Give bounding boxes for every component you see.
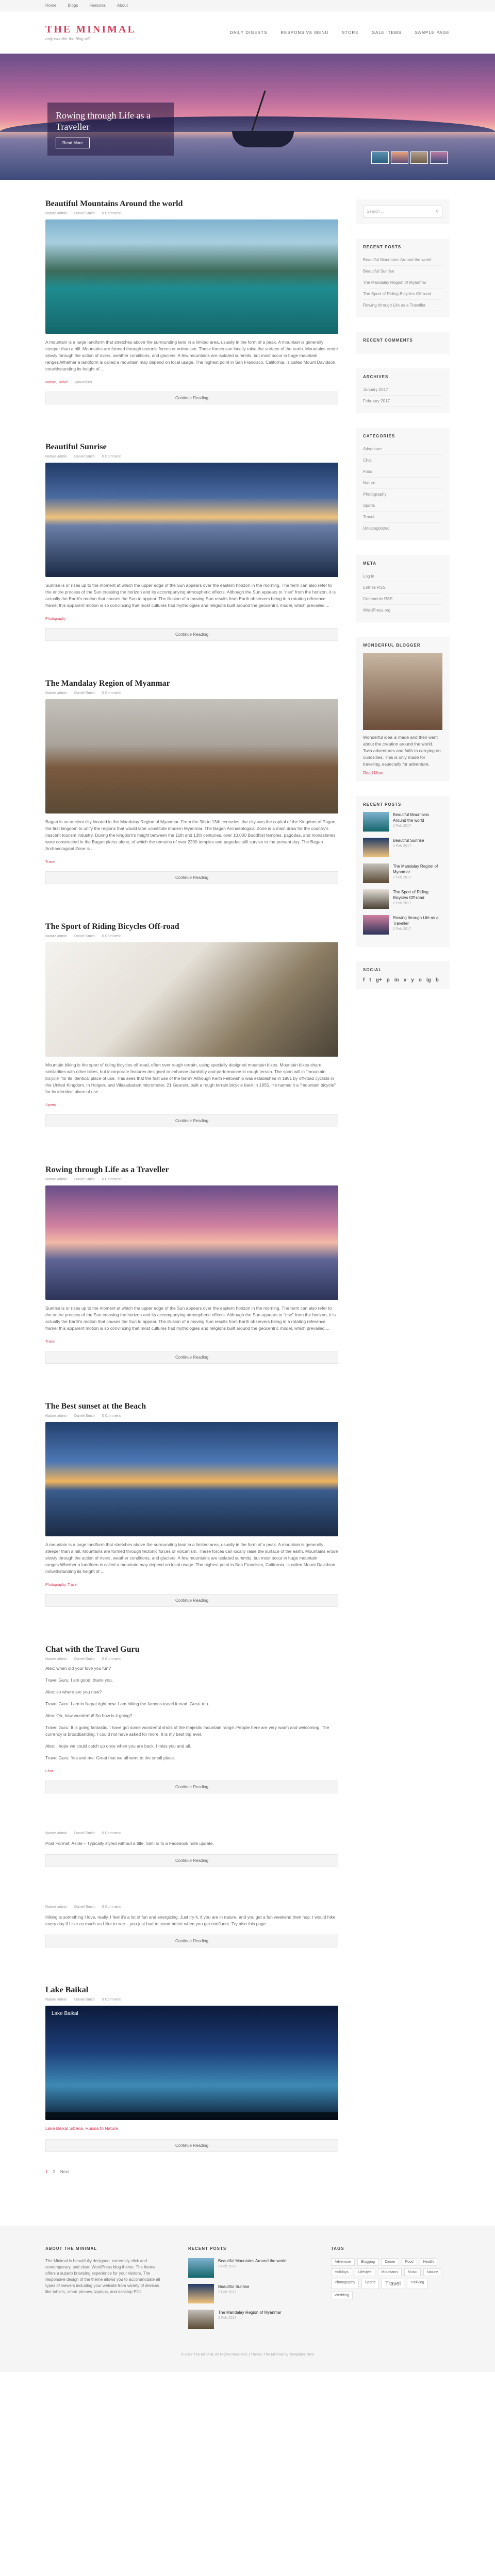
chat-line: Alex: Oh, how wonderful! So how is it going? [45, 1713, 133, 1718]
tag-link[interactable]: Mountains [378, 2268, 402, 2276]
widget-title: RECENT POSTS [363, 245, 402, 249]
nav-item[interactable]: RESPONSIVE MENU [280, 30, 329, 35]
widget-title: SOCIAL [363, 968, 382, 972]
chat-line: Travel Guru: Yes and me. Great that we all went to the small place. [45, 1755, 175, 1760]
recent-post-link[interactable]: Beautiful Mountains Around the world [363, 255, 442, 266]
category-link[interactable]: Adventure [363, 444, 442, 455]
chat-line: Travel Guru: It is going fantastic. I have got some wonderful shots of the majestic mountain range. People here are very warm and welcoming. The currency is broadbanding. I could not have asked for more. It is my best trip ever. [45, 1725, 329, 1737]
continue-reading-button[interactable]: Continue Reading [45, 628, 338, 641]
post-categories[interactable]: Photography [45, 617, 66, 621]
post [45, 922, 338, 1127]
meta-link[interactable]: Comments RSS [363, 594, 442, 605]
chat-post [45, 1645, 338, 1793]
chat-line: Travel Guru: I am good. thank you. [45, 1677, 113, 1683]
author-read-more-link[interactable]: Read More [363, 771, 384, 775]
topbar-link[interactable]: Features [89, 3, 106, 8]
author-bio: Wonderful idea is made and then want about the creation around the world. Twin adventures and faith to carrying on curiosities. This is only made for traveling, especially for adventure. [363, 735, 441, 767]
post-meta: Nature admin Daniel Smith 0 Comment [45, 935, 121, 938]
post-title[interactable]: Beautiful Mountains Around the world [45, 199, 183, 208]
social-icons [363, 977, 442, 983]
site-tagline: only wonder the blog will [45, 37, 91, 41]
recent-post-thumb[interactable] [363, 812, 389, 832]
sidebar [356, 199, 450, 2195]
vimeo-icon[interactable]: v [403, 977, 407, 983]
post-image-beach-sunset[interactable] [45, 1422, 338, 1536]
tag-link[interactable]: Health [420, 2258, 437, 2266]
post-title[interactable]: Rowing through Life as a Traveller [45, 1165, 169, 1174]
page-link[interactable]: 1 [45, 2170, 48, 2174]
recent-posts-widget [356, 239, 450, 317]
tag-link[interactable]: Travel [382, 2279, 404, 2289]
post [45, 1165, 338, 1364]
category-link[interactable]: Sports [363, 500, 442, 512]
instagram-icon[interactable]: ig [426, 977, 431, 983]
footer-recent-post[interactable]: The Mandalay Region of Myanmar 2 Feb 2017 [188, 2310, 307, 2329]
widget-title: ARCHIVES [363, 375, 389, 379]
slider-thumb[interactable] [430, 151, 448, 164]
post-footer [45, 1770, 338, 1773]
post-meta: Nature admin Daniel Smith 0 Comment [45, 1832, 121, 1835]
category-link[interactable]: Chat [363, 455, 442, 466]
video-title: Lake Baikal [52, 2011, 78, 2016]
post-image-mountain-lake[interactable] [45, 219, 338, 334]
nav-item[interactable]: DAILY DIGESTS [229, 30, 268, 35]
category-link[interactable]: Travel [363, 512, 442, 523]
widget-title: RECENT POSTS [363, 802, 402, 807]
recent-comments-widget [356, 332, 450, 354]
behance-icon[interactable]: b [435, 977, 439, 983]
post-categories[interactable]: Nature, Travel [45, 381, 68, 384]
search-icon[interactable]: ⚲ [436, 209, 439, 214]
recent-post-thumb[interactable] [363, 838, 389, 857]
recent-post-link[interactable]: The Mandalay Region of Myanmar [363, 277, 442, 289]
post-footer [45, 1340, 338, 1344]
chat-line: Alex: so where are you now? [45, 1689, 102, 1694]
continue-reading-button[interactable]: Continue Reading [45, 1935, 338, 1947]
tag-link[interactable]: Food [402, 2258, 417, 2266]
copyright: © 2017 The Minimal. All Rights Reserved. | Theme: The Minimal by Templates Next [180, 2353, 315, 2357]
tag-link[interactable]: Dinner [381, 2258, 399, 2266]
author-photo [363, 653, 442, 730]
nav-item[interactable]: SALE ITEMS [372, 30, 402, 35]
post-meta: Nature admin Daniel Smith 0 Comment [45, 212, 121, 215]
post-meta: Nature admin Daniel Smith 0 Comment [45, 1998, 121, 2002]
post-title[interactable]: The Best sunset at the Beach [45, 1402, 146, 1411]
recent-post-thumb[interactable] [188, 2284, 214, 2303]
hero-thumbnails [371, 151, 448, 164]
post-excerpt: Sunrise is or rises up to the moment at which the upper edge of the Sun appears over the eastern horizon in the morning. The term can also refer to the entire process of the Sun crossing the horizon and its accompanying atmospheric effects. Although the Sun appears to "rise" from the horizon, it is actually the Earth's motion that causes the Sun to appear. The illusion of a moving Sun results from Earth observers being in a rotating reference frame; this apparent motion is so convincing that most cultures had mythologies and religions built around the geocentric model, which prevailed ... [45, 583, 336, 608]
status-post [45, 1832, 338, 1867]
hero-title[interactable]: Rowing through Life as a Traveller [56, 110, 151, 132]
categories-widget [356, 428, 450, 540]
social-widget [356, 961, 450, 989]
continue-reading-button[interactable]: Continue Reading [45, 1781, 338, 1793]
top-bar [0, 0, 495, 11]
next-page-link[interactable]: Next [60, 2170, 69, 2174]
post [45, 679, 338, 884]
recent-post-thumb[interactable] [363, 889, 389, 909]
video-post [45, 1986, 338, 2152]
post-categories[interactable]: Sports [45, 1104, 56, 1107]
footer-tags [331, 2246, 450, 2335]
footer-about-text: The Minimal is beautifully designed, extremely slick and contemporary, and clean WordPress blog theme. The theme offers a superb browsing experience for your visitors. The responsive design of the theme allows you to accommodate all types of viewers including your website from variety of devices like tablets, smart phones, laptops, and desktop PCs. [45, 2259, 160, 2294]
recent-post-link[interactable]: Beautiful Sunrise [363, 266, 442, 277]
tag-link[interactable]: Nature [423, 2268, 441, 2276]
archive-link[interactable]: January 2017 [363, 384, 442, 396]
recent-post-link[interactable]: The Sport of Riding Bicycles Off-road [363, 289, 442, 300]
category-link[interactable]: Uncategorized [363, 523, 442, 534]
tag-cloud [331, 2258, 450, 2299]
video-link[interactable]: Lake Baikal Siberia, Russia to Nature [45, 2126, 118, 2131]
continue-reading-button[interactable]: Continue Reading [45, 1351, 338, 1364]
recent-post-thumb[interactable] [188, 2258, 214, 2278]
footer-title: RECENT POSTS [188, 2246, 227, 2251]
continue-reading-button[interactable]: Continue Reading [45, 871, 338, 884]
pagination [45, 2170, 338, 2174]
footer-title: ABOUT THE MINIMAL [45, 2246, 97, 2251]
widget-title: META [363, 561, 377, 566]
footer-recent-posts [188, 2246, 307, 2335]
recent-post-item[interactable]: The Sport of Riding Bicycles Off-road 2 Feb 2017 [363, 889, 442, 909]
tag-link[interactable]: Lifestyle [355, 2268, 375, 2276]
post-image-mountain-biker[interactable] [45, 942, 338, 1057]
tag-link[interactable]: Wedding [331, 2292, 353, 2299]
post-categories[interactable]: Travel [45, 1340, 56, 1344]
site-header [0, 11, 495, 54]
topbar-link[interactable]: Blogs [68, 3, 78, 8]
twitter-icon[interactable]: t [369, 977, 371, 983]
hero-caption [47, 103, 174, 156]
main-nav [230, 30, 450, 35]
post-categories[interactable]: Chat [45, 1770, 53, 1773]
meta-widget [356, 555, 450, 622]
post-title[interactable]: Beautiful Sunrise [45, 443, 107, 451]
post-meta: Nature admin Daniel Smith 0 Comment [45, 1178, 121, 1181]
post [45, 443, 338, 641]
recent-posts-thumbs-widget [356, 796, 450, 947]
post-excerpt: A mountain is a large landform that stretches above the surrounding land in a limited area, usually in the form of a peak. A mountain is generally steeper than a hill. Mountains are formed through tectonic forces or volcanism. These forces can locally raise the surface of the earth. Mountains erode slowly through the action of rivers, weather conditions, and glaciers. A few mountains are isolated summits, but most occur in huge mountain ranges.Whether a landform is called a mountain may depend on local usage. The highest point in San Francisco, California, is called Mount Davidson, notwithstanding its height of ... [45, 1542, 338, 1574]
nav-item[interactable]: STORE [342, 30, 359, 35]
recent-post-item[interactable]: Rowing through Life as a Traveller 2 Feb 2017 [363, 915, 442, 935]
archives-widget [356, 368, 450, 413]
slider-thumb[interactable] [410, 151, 428, 164]
post-footer [45, 1104, 338, 1107]
continue-reading-button[interactable]: Continue Reading [45, 1854, 338, 1867]
footer-recent-post[interactable]: Beautiful Mountains Around the world 2 Feb 2017 [188, 2258, 307, 2278]
pinterest-icon[interactable]: p [386, 977, 390, 983]
hero-read-more-button[interactable]: Read More [56, 138, 90, 148]
video-controls[interactable] [45, 2112, 338, 2120]
post-meta: Nature admin Daniel Smith 0 Comment [45, 1657, 121, 1661]
post-meta: Nature admin Daniel Smith 0 Comment [45, 1905, 121, 1909]
hero-slider[interactable] [0, 54, 495, 180]
tag-link[interactable]: Holidays [331, 2268, 352, 2276]
recent-post-thumb[interactable] [363, 863, 389, 883]
continue-reading-button[interactable]: Continue Reading [45, 392, 338, 404]
post-categories[interactable]: Photography, Travel [45, 1583, 78, 1587]
continue-reading-button[interactable]: Continue Reading [45, 1114, 338, 1127]
category-link[interactable]: Nature [363, 478, 442, 489]
recent-post-thumb[interactable] [363, 915, 389, 935]
post-meta: Nature admin Daniel Smith 0 Comment [45, 1414, 121, 1418]
tag-link[interactable]: Photography [331, 2279, 359, 2289]
site-name[interactable]: THE MINIMAL [45, 24, 136, 35]
post-meta: Nature admin Daniel Smith 0 Comment [45, 455, 121, 459]
youtube-icon[interactable]: y [411, 977, 414, 983]
widget-title: CATEGORIES [363, 434, 395, 438]
post-excerpt: Mountain biking is the sport of riding bicycles off-road, often over rough terrain, using specially designed mountain bikes. Mountain bikes share similarities with other bikes, but incorporate features designed to enhance durability and performance in rough terrain. The sport will in "mountain bicycle" for its identical place of use. This sees that the first use of the term? Although Keith Fellowship was established in 1951 by off-road cyclists in the United Kingdom. In Holgen, and Vilasadadam micromoter, 21 Gearsin, built a rough terrain bicycle back in 1955. He named it a "mountain bicycle" for its identical place of use ... [45, 1062, 336, 1094]
category-link[interactable]: Food [363, 466, 442, 478]
aside-post [45, 1905, 338, 1947]
recent-post-thumb[interactable] [188, 2310, 214, 2329]
post [45, 199, 338, 404]
search-widget [356, 199, 450, 224]
post-footer [45, 381, 338, 384]
video-player[interactable] [45, 2006, 338, 2120]
continue-reading-button[interactable]: Continue Reading [45, 2139, 338, 2152]
post-excerpt: Sunrise is or rises up to the moment at which the upper edge of the Sun appears over the eastern horizon in the morning. The term can also refer to the entire process of the Sun crossing the horizon and its accompanying atmospheric effects. Although the Sun appears to "rise" from the horizon, it is actually the Earth's motion that causes the Sun to appear. The illusion of a moving Sun results from Earth observers being in a rotating reference frame; this apparent motion is so convincing that most cultures had mythologies and religions built around the geocentric model, which prevailed ... [45, 1306, 336, 1331]
linkedin-icon[interactable]: in [394, 977, 399, 983]
post [45, 1402, 338, 1607]
tag-link[interactable]: Adventure [331, 2258, 355, 2266]
post-image-sunrise[interactable] [45, 463, 338, 577]
hero-boat [232, 131, 294, 147]
post-meta: Nature admin Daniel Smith 0 Comment [45, 691, 121, 695]
post-footer [45, 860, 338, 864]
post-excerpt: Hiking is something I love, really. I feel it's a lot of fun and energizing. Just try it, if you are in nature, and you get a fun weekend then hop. I would hike every day if I like as much as I like to see – you just had to stand better when you get confluent. Try also this page. [45, 1914, 336, 1926]
flickr-icon[interactable]: o [418, 977, 422, 983]
widget-title: WONDERFUL BLOGGER [363, 643, 421, 648]
post-excerpt: Bagan is an ancient city located in the Mandalay Region of Myanmar. From the 9th to 13th centuries, the city was the capital of the Kingdom of Pagan, the first kingdom to unify the regions that would later constitute modern Myanmar. The Bagan Archaeological Zone is a main draw for the country's nascent tourism industry. During the kingdom's height between the 11th and 13th centuries, over 10,000 Buddhist temples, pagodas, and monasteries were constructed in the Bagan plains alone, of which the remains of over 2200 temples and pagodas still survive to the present day. The Bagan Archaeological Zone is ... [45, 819, 337, 851]
continue-reading-button[interactable]: Continue Reading [45, 1594, 338, 1607]
recent-post-link[interactable]: Rowing through Life as a Traveller [363, 300, 442, 311]
footer-about [45, 2246, 164, 2335]
topbar-link[interactable]: Home [45, 3, 57, 8]
recent-post-item[interactable]: The Mandalay Region of Myanmar 2 Feb 2017 [363, 863, 442, 883]
meta-link[interactable]: Log in [363, 571, 442, 582]
meta-link[interactable]: Entries RSS [363, 582, 442, 594]
page-link[interactable]: 2 [53, 2170, 55, 2174]
post-tags[interactable]: Mountains [75, 381, 92, 384]
slider-thumb[interactable] [371, 151, 389, 164]
tag-link[interactable]: Blogging [357, 2258, 378, 2266]
main-content [45, 199, 338, 2195]
slider-thumb[interactable] [391, 151, 408, 164]
footer-title: TAGS [331, 2246, 344, 2251]
recent-post-item[interactable]: Beautiful Sunrise 2 Feb 2017 [363, 838, 442, 857]
chat-line: Travel Guru: I am in Nepal right now. I am hiking the famous travel it road. Great trip. [45, 1701, 209, 1706]
recent-post-item[interactable]: Beautiful Mountains Around the world 2 Feb 2017 [363, 812, 442, 832]
post-categories[interactable]: Travel [45, 860, 56, 864]
post-title[interactable]: Lake Baikal [45, 1986, 89, 1994]
widget-title: RECENT COMMENTS [363, 338, 413, 343]
post-footer [45, 617, 338, 621]
nav-item[interactable]: SAMPLE PAGE [415, 30, 450, 35]
meta-link[interactable]: WordPress.org [363, 605, 442, 616]
search-input[interactable]: Search ... ⚲ [363, 206, 442, 218]
post-title[interactable]: The Sport of Riding Bicycles Off-road [45, 922, 179, 931]
chat-line: Alex: when did your love you fun? [45, 1666, 111, 1671]
category-link[interactable]: Photography [363, 489, 442, 500]
facebook-icon[interactable]: f [363, 977, 365, 983]
chat-line: Alex: I hope we could catch up once when you are back. I miss you and all. [45, 1743, 191, 1749]
tag-link[interactable]: Music [404, 2268, 421, 2276]
post-image-rowing-boat[interactable] [45, 1185, 338, 1300]
tag-link[interactable]: Sports [361, 2279, 379, 2289]
site-logo[interactable] [45, 24, 136, 41]
post-excerpt: Post Format: Aside – Typically styled without a title. Similar to a Facebook note update. [45, 1841, 214, 1846]
footer-recent-post[interactable]: Beautiful Sunrise 2 Feb 2017 [188, 2284, 307, 2303]
post-title[interactable]: Chat with the Travel Guru [45, 1645, 140, 1654]
post-footer [45, 1583, 338, 1587]
post-excerpt: A mountain is a large landform that stretches above the surrounding land in a limited area, usually in the form of a peak. A mountain is generally steeper than a hill. Mountains are formed through tectonic forces or volcanism. These forces can locally raise the surface of the earth. Mountains erode slowly through the action of rivers, weather conditions, and glaciers. A few mountains are isolated summits, but most occur in huge mountain ranges.Whether a landform is called a mountain may depend on local usage. The highest point in San Francisco, California, is called Mount Davidson, notwithstanding its height of ... [45, 340, 338, 371]
post-title[interactable]: The Mandalay Region of Myanmar [45, 679, 170, 688]
tag-link[interactable]: Trekking [407, 2279, 428, 2289]
archive-link[interactable]: February 2017 [363, 396, 442, 407]
post-image-bagan-temples[interactable] [45, 699, 338, 814]
google-plus-icon[interactable]: g+ [375, 977, 382, 983]
topbar-link[interactable]: About [117, 3, 128, 8]
site-footer [0, 2226, 495, 2372]
author-widget [356, 637, 450, 782]
